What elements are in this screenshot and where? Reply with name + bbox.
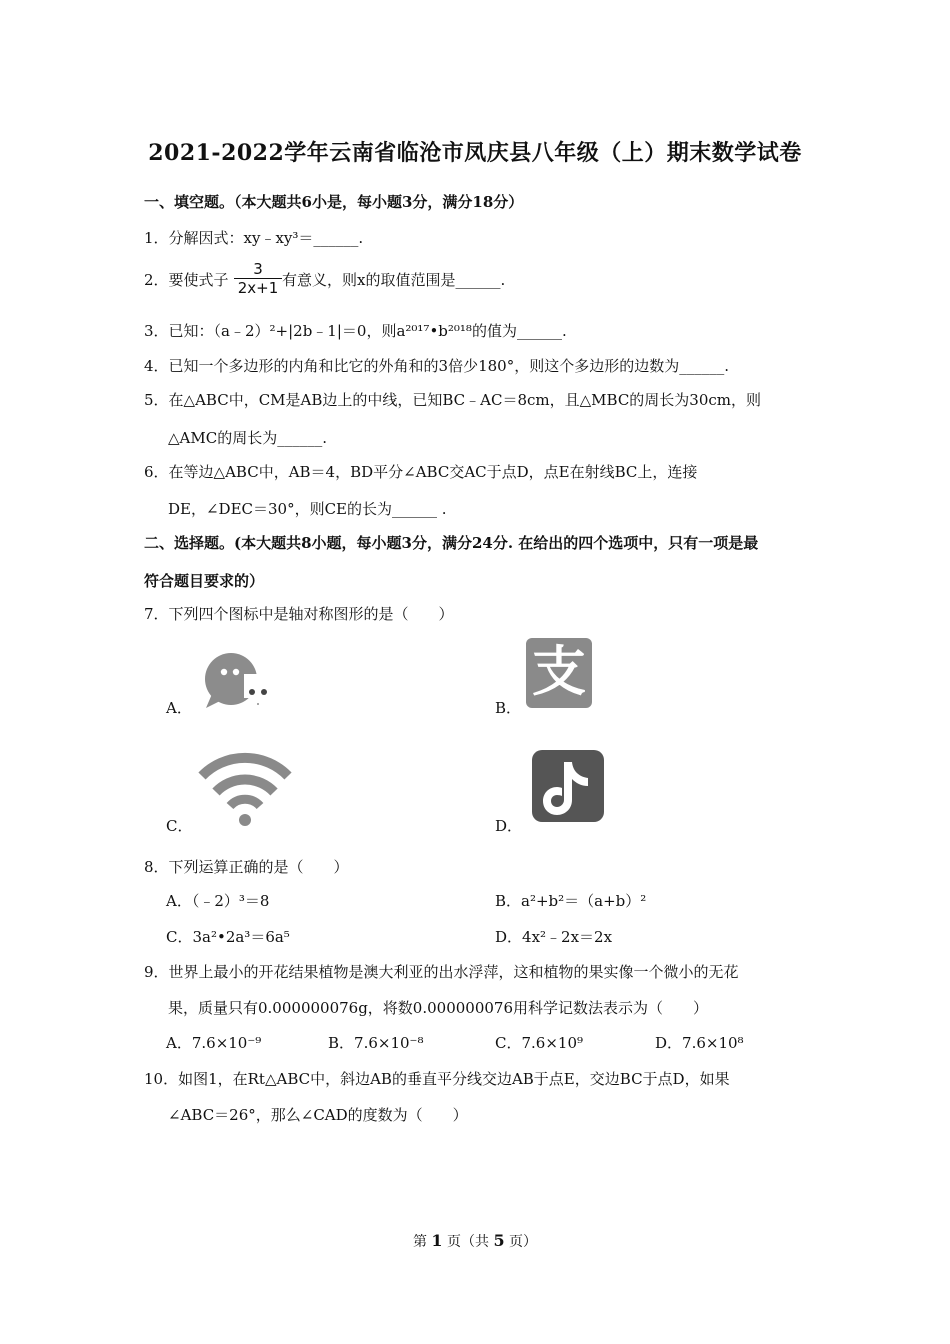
question-8-option-c: C．3a²•2a³＝6a⁵ [166,928,290,946]
question-1: 1．分解因式：xy﹣xy³＝______. [144,229,364,247]
question-3: 3．已知：（a﹣2）²+|2b﹣1|＝0，则a²⁰¹⁷•b²⁰¹⁸的值为______. [144,322,567,340]
question-7-option-a-label: A． [166,699,192,717]
question-4: 4．已知一个多边形的内角和比它的外角和的3倍少180°，则这个多边形的边数为______. [144,357,729,375]
footer-page-number: 1 [431,1231,443,1250]
question-7-option-b-label: B． [495,699,522,717]
question-8-option-d: D．4x²﹣2x＝2x [495,928,613,946]
question-9-option-d: D．7.6×10⁸ [655,1034,744,1052]
chat-bubble-icon [200,650,276,712]
question-7-option-c-label: C． [166,817,193,835]
page-footer [0,1231,950,1251]
section-2-heading-line-2: 符合题目要求的） [144,572,265,590]
question-8-stem: 8．下列运算正确的是（ ） [144,858,349,876]
question-5-line-2: △AMC的周长为______. [168,429,327,447]
question-5-line-1: 5．在△ABC中，CM是AB边上的中线，已知BC﹣AC＝8cm，且△MBC的周长为30cm，则 [144,391,762,409]
question-10-line-2: ∠ABC＝26°，那么∠CAD的度数为（ ） [168,1106,468,1124]
question-9-option-b: B．7.6×10⁻⁸ [328,1034,424,1052]
question-9-option-c: C．7.6×10⁹ [495,1034,584,1052]
wifi-icon [196,748,294,828]
payment-icon [526,638,592,708]
question-8-option-b: B．a²+b²＝（a+b）² [495,892,647,910]
question-8-option-a: A．（﹣2）³＝8 [166,892,270,910]
section-1-heading: 一、填空题。（本大题共6小是，每小题3分，满分18分） [144,193,524,211]
fraction [234,260,282,297]
question-6-line-1: 6．在等边△ABC中，AB＝4，BD平分∠ABC交AC于点D，点E在射线BC上，连接 [144,463,698,481]
question-10-line-1: 10．如图1，在Rt△ABC中，斜边AB的垂直平分线交边AB于点E，交边BC于点D，如果 [144,1070,730,1088]
section-2-heading-line-1: 二、选择题。(本大题共8小题，每小题3分，满分24分. 在给出的四个选项中，只有一项是最 [144,534,759,552]
question-9-line-1: 9．世界上最小的开花结果植物是澳大利亚的出水浮萍，这和植物的果实像一个微小的无花 [144,963,739,981]
fraction-denominator: 2x+1 [237,279,279,297]
fraction-numerator: 3 [234,260,282,279]
question-9-line-2: 果，质量只有0.000000076g，将数0.000000076用科学记数法表示为（ ） [168,999,709,1017]
question-2-prefix: 2．要使式子 [144,271,229,289]
footer-suffix: 页） [509,1234,538,1250]
payment-icon-glyph: 支 [532,640,586,703]
question-7-option-d-label: D． [495,817,523,835]
footer-middle: 页（共 [447,1234,489,1250]
music-note-icon [530,748,606,824]
footer-prefix: 第 [412,1234,427,1250]
question-9-option-a: A．7.6×10⁻⁹ [166,1034,262,1052]
footer-total-pages: 5 [493,1231,505,1250]
question-7-stem: 7．下列四个图标中是轴对称图形的是（ ） [144,605,454,623]
question-6-line-2: DE，∠DEC＝30°，则CE的长为______ . [168,500,447,518]
question-2-suffix: 有意义，则x的取值范围是______. [282,271,506,289]
page-title: 2021-2022学年云南省临沧市凤庆县八年级（上）期末数学试卷 [148,140,802,166]
